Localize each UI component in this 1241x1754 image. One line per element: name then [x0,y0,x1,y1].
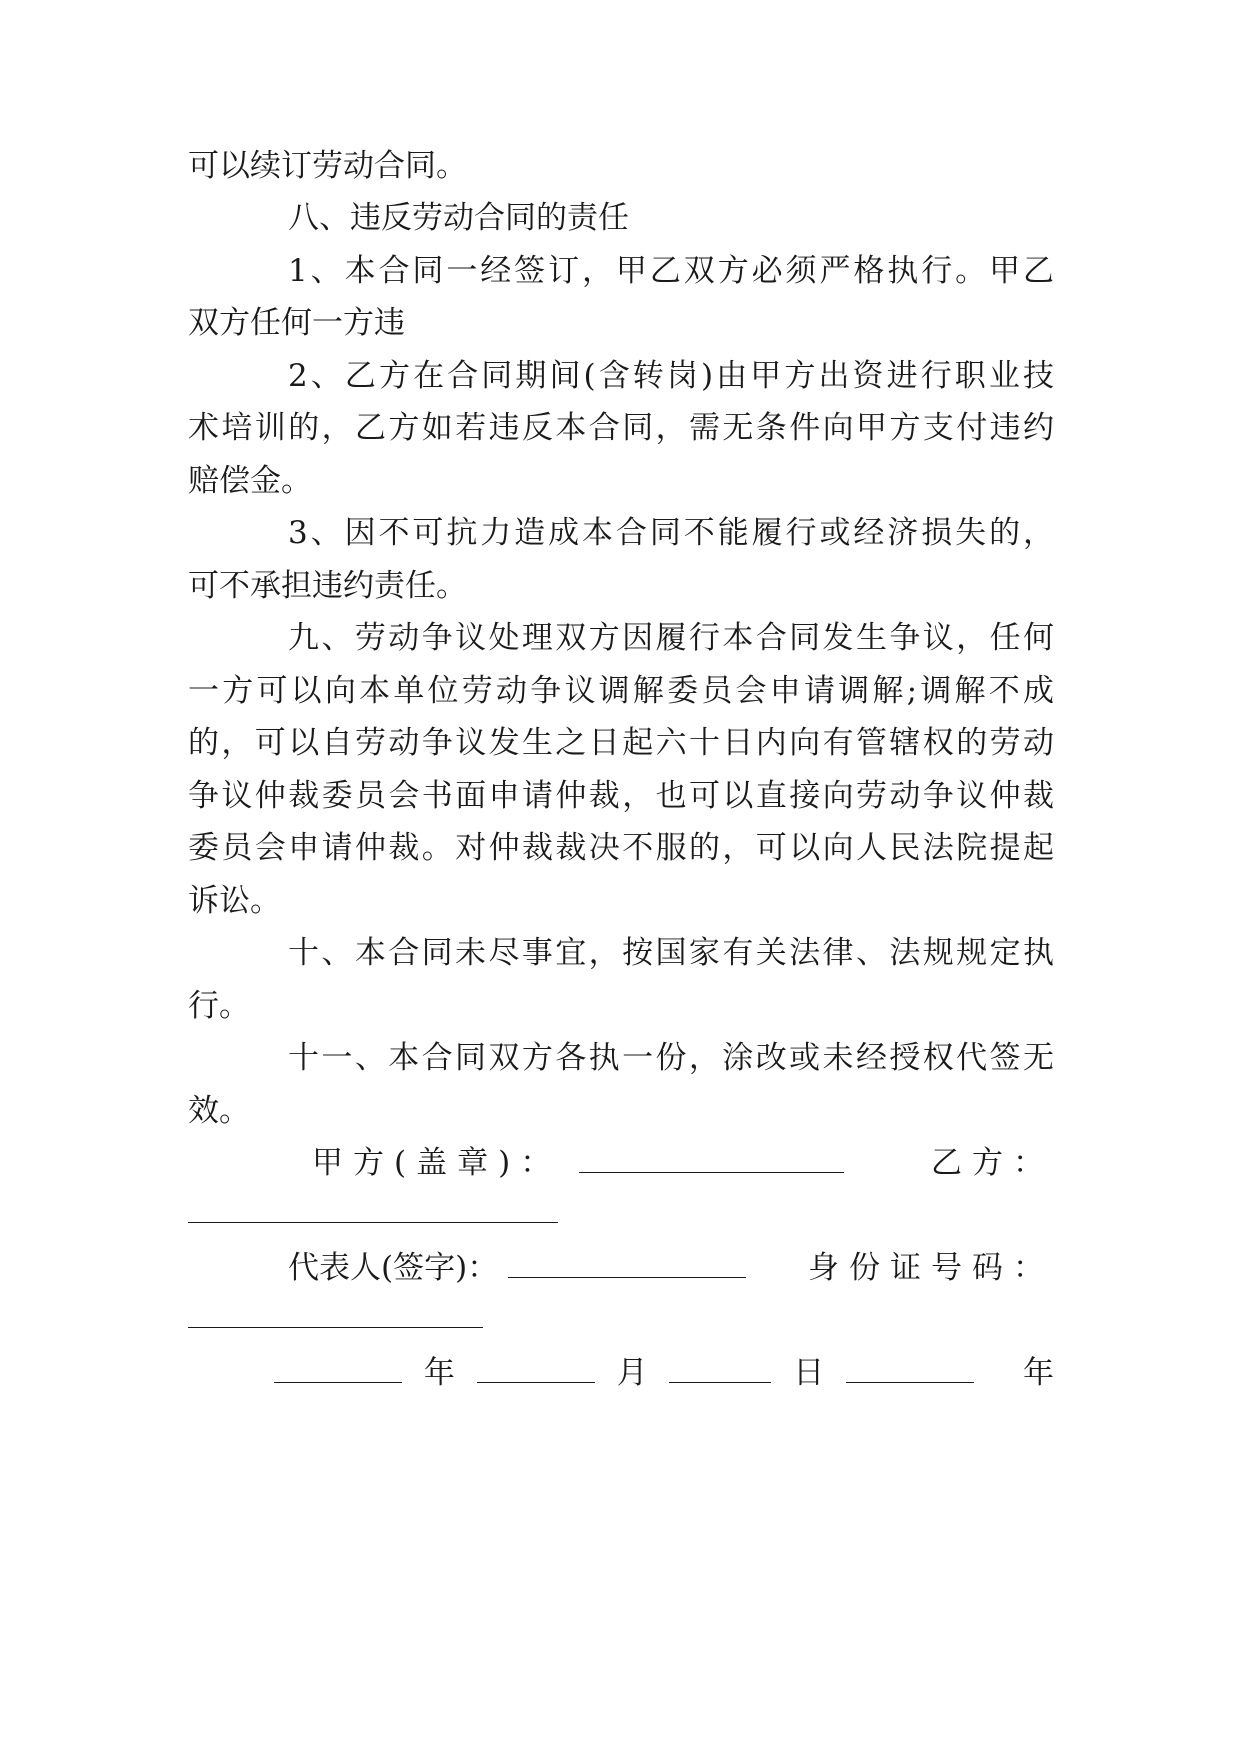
text-line-1: 可以续订劳动合同。 [188,148,467,184]
year-label: 年 [423,1355,455,1391]
representative-row [188,1248,1054,1288]
party-b-blank-row [188,1193,1054,1233]
year2-label: 年 [1023,1355,1054,1391]
text-line-9: 可不承担违约责任。 [188,568,467,604]
section-9-line-3: 的，可以自劳动争议发生之日起六十日内向有管辖权的劳动 [188,725,1054,761]
text-line-3: 1、本合同一经签订，甲乙双方必须严格执行。甲乙 [288,253,1054,289]
representative-label: 代表人(签字)： [288,1250,499,1286]
id-number-blank-row [188,1298,1054,1338]
section-9-line-5: 委员会申请仲裁。对仲裁裁决不服的，可以向人民法院提起 [188,830,1054,866]
date-row [188,1353,1054,1393]
text-line-8: 3、因不可抗力造成本合同不能履行或经济损失的， [288,515,1054,551]
day-label: 日 [793,1355,825,1391]
id-number-blank[interactable] [188,1301,483,1328]
month-blank[interactable] [477,1356,595,1383]
text-line-5: 2、乙方在合同期间(含转岗)由甲方出资进行职业技 [288,358,1054,394]
text-line-4: 双方任何一方违 [188,305,405,341]
year2-blank[interactable] [846,1356,974,1383]
party-a-row [188,1143,1054,1183]
section-8-heading: 八、违反劳动合同的责任 [288,200,629,236]
party-b-blank[interactable] [188,1196,558,1223]
section-10-line-2: 行。 [188,988,250,1024]
section-10-line-1: 十、本合同未尽事宜，按国家有关法律、法规规定执 [288,935,1054,971]
section-9-line-1: 九、劳动争议处理双方因履行本合同发生争议，任何 [288,620,1054,656]
section-11-line-1: 十一、本合同双方各执一份，涂改或未经授权代签无 [288,1040,1054,1076]
text-line-7: 赔偿金。 [188,463,312,499]
day-blank[interactable] [669,1356,771,1383]
party-b-label: 乙方： [931,1145,1054,1181]
section-9-line-4: 争议仲裁委员会书面申请仲裁，也可以直接向劳动争议仲裁 [188,778,1054,814]
section-9-line-2: 一方可以向本单位劳动争议调解委员会申请调解;调解不成 [188,673,1054,709]
party-a-blank[interactable] [579,1146,844,1173]
representative-blank[interactable] [508,1251,746,1278]
text-line-6: 术培训的，乙方如若违反本合同，需无条件向甲方支付违约 [188,410,1054,446]
party-a-label: 甲方(盖章)： [312,1145,562,1181]
year-blank[interactable] [274,1356,402,1383]
id-number-label: 身份证号码： [808,1250,1054,1286]
month-label: 月 [616,1355,648,1391]
section-11-line-2: 效。 [188,1093,250,1129]
section-9-line-6: 诉讼。 [188,883,281,919]
